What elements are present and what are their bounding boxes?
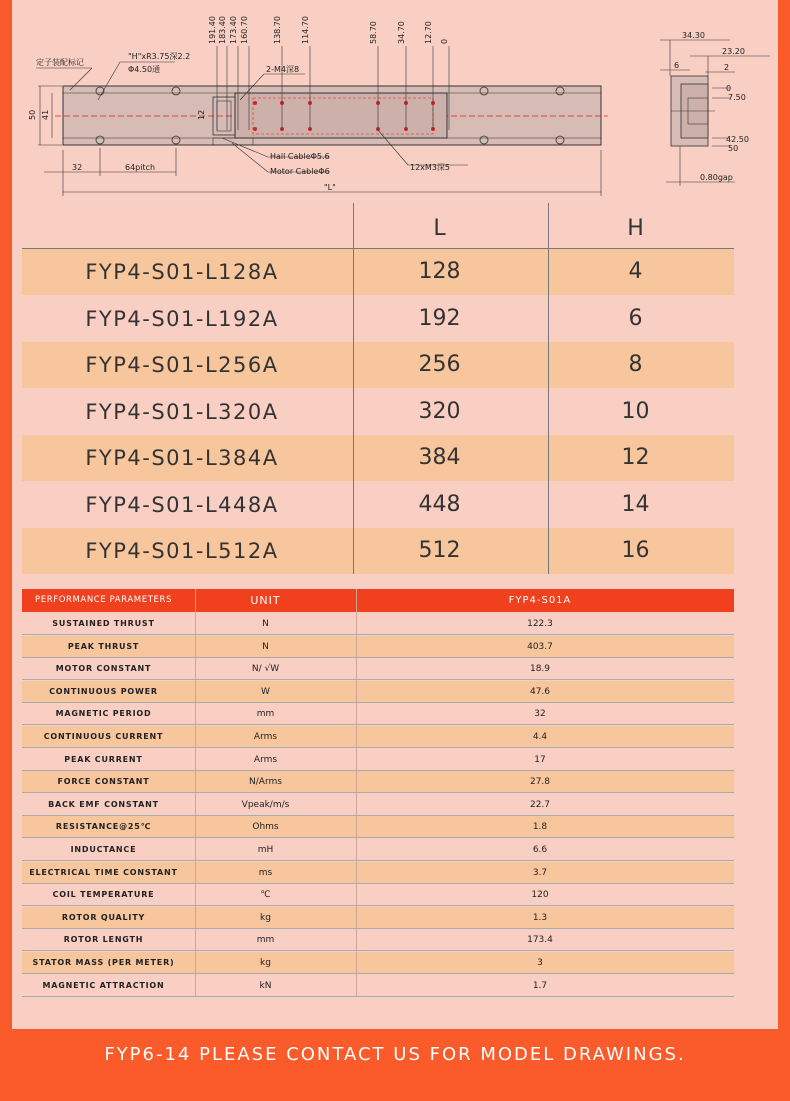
size-table-row — [22, 528, 734, 574]
performance-row — [22, 681, 734, 703]
parameter-name: SUSTAINED THRUST — [52, 619, 155, 628]
side-dim-34-30: 34.30 — [682, 31, 705, 40]
parameter-name: COIL TEMPERATURE — [52, 890, 155, 900]
parameter-value: 1.7 — [532, 980, 548, 991]
h-cell: 14 — [621, 491, 650, 517]
parameter-name: RESISTANCE@25℃ — [55, 822, 152, 832]
l-cell: 128 — [418, 259, 461, 284]
note-motor-cable: Motor CableΦ6 — [270, 167, 330, 176]
h-cell: 16 — [621, 538, 650, 563]
header-l: L — [433, 216, 446, 241]
parameter-unit: N — [262, 641, 269, 652]
performance-row — [22, 794, 734, 816]
size-table-row — [22, 296, 734, 342]
model-cell: FYP4-S01-L256A — [85, 353, 279, 377]
technical-drawing — [0, 0, 790, 200]
parameter-unit: kg — [260, 912, 271, 923]
parameter-name: CONTINUOUS CURRENT — [43, 732, 164, 741]
model-cell: FYP4-S01-L320A — [85, 399, 279, 424]
parameter-value: 27.8 — [529, 777, 551, 788]
header-parameters: PERFORMANCE PARAMETERS — [35, 595, 172, 605]
note-hole: "H"xR3.75深2.2 — [128, 52, 191, 61]
header-h: H — [627, 216, 644, 241]
parameter-name: MAGNETIC PERIOD — [55, 709, 152, 719]
dim-height-12: 12 — [197, 109, 206, 120]
parameter-value: 1.3 — [532, 912, 548, 923]
size-table-row — [22, 482, 734, 528]
parameter-unit: Arms — [253, 732, 278, 742]
parameter-value: 47.6 — [529, 686, 551, 697]
side-dim-23-20: 23.20 — [722, 47, 745, 56]
size-table-row — [22, 249, 734, 295]
performance-row — [22, 636, 734, 658]
parameter-unit: ms — [258, 867, 273, 878]
top-dimension-label: 191.40 — [208, 16, 217, 44]
dim-pitch: 64pitch — [125, 163, 156, 172]
performance-row — [22, 749, 734, 771]
note-marker: 定子装配标记 — [36, 58, 84, 67]
header-value: FYP4-S01A — [508, 595, 572, 606]
parameter-value: 173.4 — [527, 935, 553, 946]
dim-height-50: 50 — [28, 109, 37, 120]
parameter-unit: Vpeak/m/s — [241, 799, 290, 810]
model-cell: FYP4-S01-L192A — [85, 306, 279, 331]
performance-row — [22, 952, 734, 974]
side-dim-0: 0 — [726, 84, 732, 93]
top-dimension-label: 12.70 — [424, 21, 433, 44]
parameter-name: CONTINUOUS POWER — [49, 686, 158, 696]
dim-length: "L" — [324, 183, 336, 192]
side-dim-42-50: 42.50 — [726, 135, 749, 144]
l-cell: 192 — [418, 305, 461, 331]
note-m3: 12xM3深5 — [410, 163, 450, 172]
parameter-name: INDUCTANCE — [70, 845, 137, 854]
parameter-value: 22.7 — [529, 799, 551, 810]
dim-height-41: 41 — [41, 109, 50, 120]
performance-row — [22, 658, 734, 680]
footer-contact-text: FYP6-14 PLEASE CONTACT US FOR MODEL DRAWINGS. — [104, 1044, 686, 1065]
parameter-unit: ℃ — [260, 890, 271, 901]
parameter-name: ELECTRICAL TIME CONSTANT — [29, 867, 178, 877]
h-cell: 6 — [628, 305, 643, 331]
parameter-value: 3 — [537, 958, 543, 968]
performance-row — [22, 726, 734, 748]
performance-row — [22, 703, 734, 725]
parameter-value: 120 — [531, 890, 549, 901]
side-dim-2: 2 — [724, 63, 730, 72]
h-cell: 10 — [621, 398, 650, 424]
l-cell: 256 — [418, 352, 461, 377]
model-cell: FYP4-S01-L448A — [85, 492, 279, 517]
side-dim-6: 6 — [674, 61, 680, 70]
note-m4: 2-M4深8 — [266, 65, 300, 74]
parameter-value: 32 — [534, 709, 546, 720]
performance-row — [22, 839, 734, 861]
performance-row — [22, 975, 734, 997]
top-dimension-label: 183.40 — [218, 16, 227, 44]
l-cell: 448 — [418, 491, 461, 517]
size-table-row — [22, 342, 734, 388]
l-cell: 320 — [418, 398, 461, 424]
header-model — [22, 203, 342, 249]
performance-row — [22, 613, 734, 635]
parameter-value: 122.3 — [527, 619, 553, 629]
performance-row — [22, 929, 734, 951]
parameter-value: 18.9 — [529, 664, 551, 675]
size-table-header — [22, 203, 734, 249]
parameter-value: 6.6 — [532, 845, 548, 855]
parameter-name: MOTOR CONSTANT — [55, 664, 152, 674]
parameter-unit: kg — [260, 958, 271, 968]
side-view — [660, 31, 770, 186]
model-cell: FYP4-S01-L128A — [85, 260, 279, 284]
parameter-name: PEAK THRUST — [67, 641, 140, 651]
top-dimension-label: 34.70 — [397, 21, 406, 44]
parameter-name: MAGNETIC ATTRACTION — [42, 980, 165, 990]
dim-pitch-start: 32 — [72, 163, 83, 172]
parameter-value: 4.4 — [532, 732, 548, 742]
top-dimension-label: 173.40 — [229, 16, 238, 44]
parameter-value: 1.8 — [532, 822, 548, 833]
performance-row — [22, 771, 734, 793]
h-cell: 12 — [621, 445, 650, 470]
l-cell: 384 — [418, 445, 461, 470]
top-dimension-label: 0 — [440, 38, 449, 44]
parameter-name: ROTOR LENGTH — [63, 935, 144, 945]
note-diameter: Φ4.50通 — [128, 65, 161, 74]
parameter-unit: kN — [259, 980, 272, 991]
performance-table-header — [22, 589, 734, 612]
top-dimension-label: 138.70 — [273, 16, 282, 44]
mover-hole — [253, 101, 257, 105]
parameter-value: 403.7 — [527, 641, 553, 652]
h-cell: 8 — [628, 352, 643, 377]
parameter-unit: N/Arms — [249, 777, 282, 788]
top-dimension-label: 114.70 — [301, 16, 310, 44]
model-cell: FYP4-S01-L512A — [85, 539, 279, 563]
parameter-unit: W — [261, 686, 270, 697]
note-hall-cable: Hall CableΦ5.6 — [270, 152, 330, 161]
mover-hole — [253, 127, 257, 131]
size-table-row — [22, 389, 734, 435]
performance-row — [22, 907, 734, 929]
side-dim-50: 50 — [728, 144, 739, 153]
parameter-unit: mm — [256, 935, 275, 946]
model-cell: FYP4-S01-L384A — [85, 446, 279, 470]
parameter-unit: Ohms — [252, 822, 279, 833]
h-cell: 4 — [628, 259, 643, 284]
parameter-unit: mH — [257, 845, 274, 855]
side-dim-7-50: 7.50 — [728, 93, 746, 102]
parameter-name: ROTOR QUALITY — [61, 912, 146, 922]
l-cell: 512 — [418, 538, 461, 563]
top-dimension-label: 160.70 — [240, 16, 249, 44]
header-unit: UNIT — [250, 594, 281, 607]
parameter-unit: mm — [256, 709, 275, 720]
top-dimension-label: 58.70 — [369, 21, 378, 44]
performance-row — [22, 862, 734, 884]
parameter-unit: N/ √W — [251, 664, 280, 675]
parameter-unit: Arms — [253, 754, 278, 765]
parameter-name: BACK EMF CONSTANT — [48, 799, 159, 809]
parameter-name: STATOR MASS (PER METER) — [32, 958, 175, 967]
parameter-value: 3.7 — [532, 867, 548, 878]
size-table-row — [22, 435, 734, 481]
performance-row — [22, 884, 734, 906]
side-dim-gap: 0.80gap — [700, 173, 733, 182]
parameter-name: PEAK CURRENT — [64, 754, 143, 764]
parameter-value: 17 — [534, 754, 546, 765]
parameter-name: FORCE CONSTANT — [57, 777, 150, 787]
parameter-unit: N — [262, 619, 269, 629]
performance-row — [22, 816, 734, 838]
